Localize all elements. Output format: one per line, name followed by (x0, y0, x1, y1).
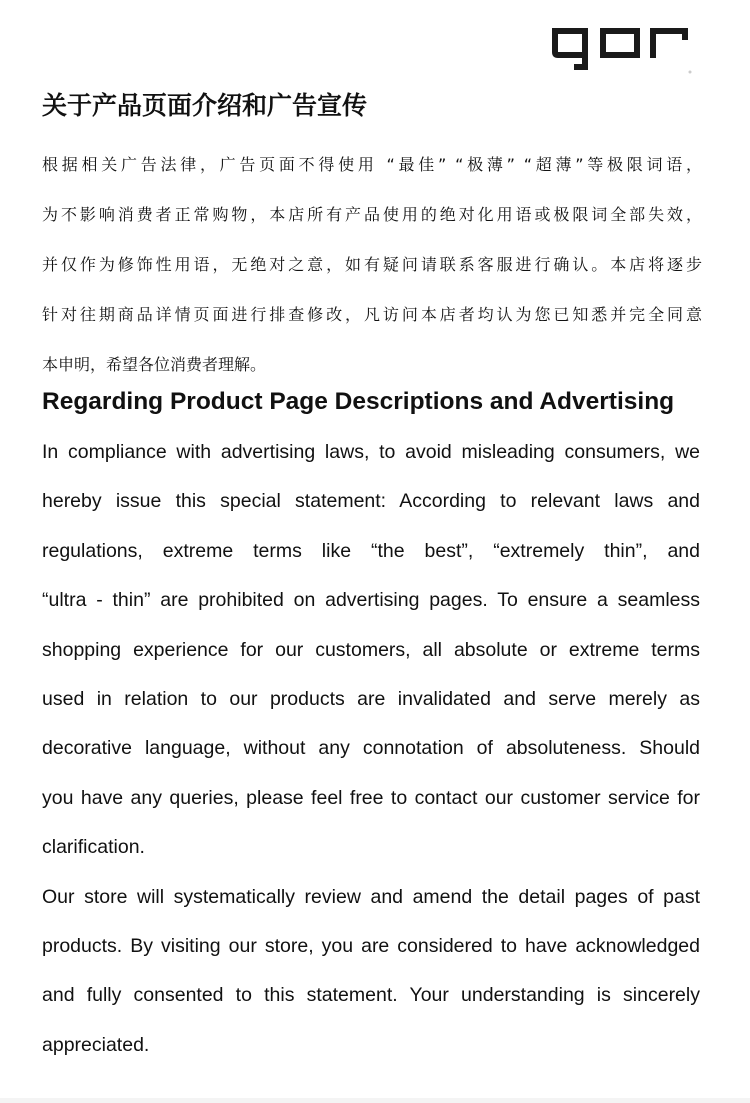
brand-logo (548, 22, 693, 78)
chinese-line: 根据相关广告法律，广告页面不得使用 “最佳” “极薄” “超薄”等极限词语， (42, 155, 702, 174)
english-line: decorative language, without any connotation of absoluteness. Should (42, 737, 700, 760)
english-line: clarification. (42, 836, 145, 859)
english-line: Our store will systematically review and amend the detail pages of past (42, 885, 700, 908)
chinese-line: 本申明，希望各位消费者理解。 (42, 355, 267, 374)
english-paragraph (42, 428, 700, 1070)
chinese-line: 并仅作为修饰性用语，无绝对之意，如有疑问请联系客服进行确认。本店将逐步 (42, 255, 702, 274)
english-line: shopping experience for our customers, all absolute or extreme terms (42, 638, 700, 661)
english-title: Regarding Product Page Descriptions and Advertising (42, 388, 675, 415)
english-line: appreciated. (42, 1033, 150, 1056)
chinese-title: 关于产品页面介绍和广告宣传 (42, 91, 368, 120)
chinese-paragraph (42, 140, 702, 390)
english-line: hereby issue this special statement: According to relevant laws and (42, 490, 700, 513)
bottom-divider (0, 1098, 750, 1103)
english-line: used in relation to our products are invalidated and serve merely as (42, 688, 700, 711)
english-line: products. By visiting our store, you are considered to have acknowledged (42, 935, 700, 958)
english-line: regulations, extreme terms like “the best”, “extremely thin”, and (42, 539, 700, 562)
english-line: “ultra - thin” are prohibited on advertising pages. To ensure a seamless (42, 589, 700, 612)
chinese-line: 为不影响消费者正常购物，本店所有产品使用的绝对化用语或极限词全部失效， (42, 205, 702, 224)
gor-logo-icon (548, 22, 693, 78)
english-line: and fully consented to this statement. Your understanding is sincerely (42, 984, 700, 1007)
english-line: In compliance with advertising laws, to avoid misleading consumers, we (42, 441, 700, 463)
english-line: you have any queries, please feel free to contact our customer service for (42, 786, 700, 809)
chinese-line: 针对往期商品详情页面进行排查修改，凡访问本店者均认为您已知悉并完全同意 (42, 305, 702, 324)
